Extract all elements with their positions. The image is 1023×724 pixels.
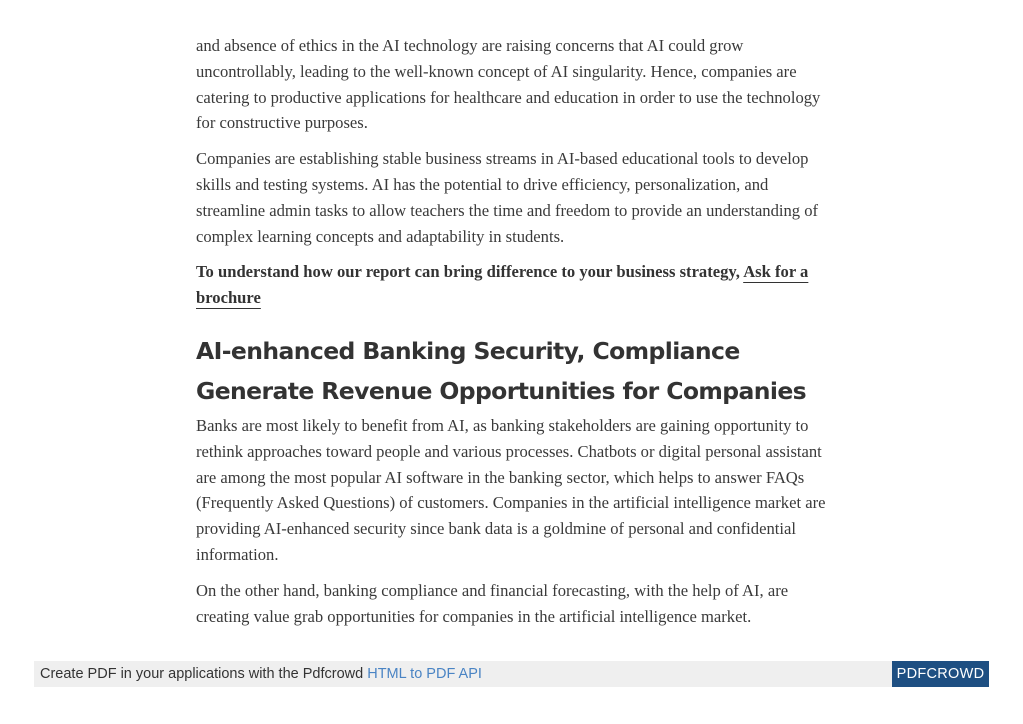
paragraph-education-tools: Companies are establishing stable business streams in AI-based educational tools to develop skills and testing systems. AI has the potential to drive efficiency, personalization, and streamline admin tasks to allow teachers the time and freedom to provide an understanding of complex learning concepts and adaptability in students. [196, 149, 819, 246]
paragraph-ethics: and absence of ethics in the AI technology are raising concerns that AI could grow uncontrollably, leading to the well-known concept of AI singularity. Hence, companies are catering to productive applications for healthcare and education in order to use the technology for constructive purposes. [196, 36, 821, 133]
article-body [196, 33, 832, 639]
pdfcrowd-footer [34, 661, 989, 687]
ask-for-brochure-link[interactable]: Ask for a brochure [196, 262, 809, 308]
footer-message: Create PDF in your applications with the Pdfcrowd [40, 666, 368, 682]
brochure-call-to-action [196, 259, 832, 311]
html-to-pdf-api-link[interactable]: HTML to PDF API [367, 666, 482, 682]
pdfcrowd-brand-button[interactable]: PDFCROWD [892, 661, 989, 687]
section-heading: AI-enhanced Banking Security, Compliance Generate Revenue Opportunities for Companies [196, 336, 807, 405]
paragraph-compliance: On the other hand, banking compliance and financial forecasting, with the help of AI, are creating value grab opportunities for companies in the artificial intelligence market. [196, 580, 789, 626]
paragraph-banking: Banks are most likely to benefit from AI, as banking stakeholders are gaining opportunity to rethink approaches toward people and various processes. Chatbots or digital personal assistant are among the most popular AI software in the banking sector, which helps to answer FAQs (Frequently Asked Questions) of customers. Companies in the artificial intelligence market are providing AI-enhanced security since bank data is a goldmine of personal and confidential information. [196, 415, 826, 564]
footer-text [40, 661, 482, 687]
cta-text: To understand how our report can bring difference to your business strategy, [196, 262, 744, 282]
